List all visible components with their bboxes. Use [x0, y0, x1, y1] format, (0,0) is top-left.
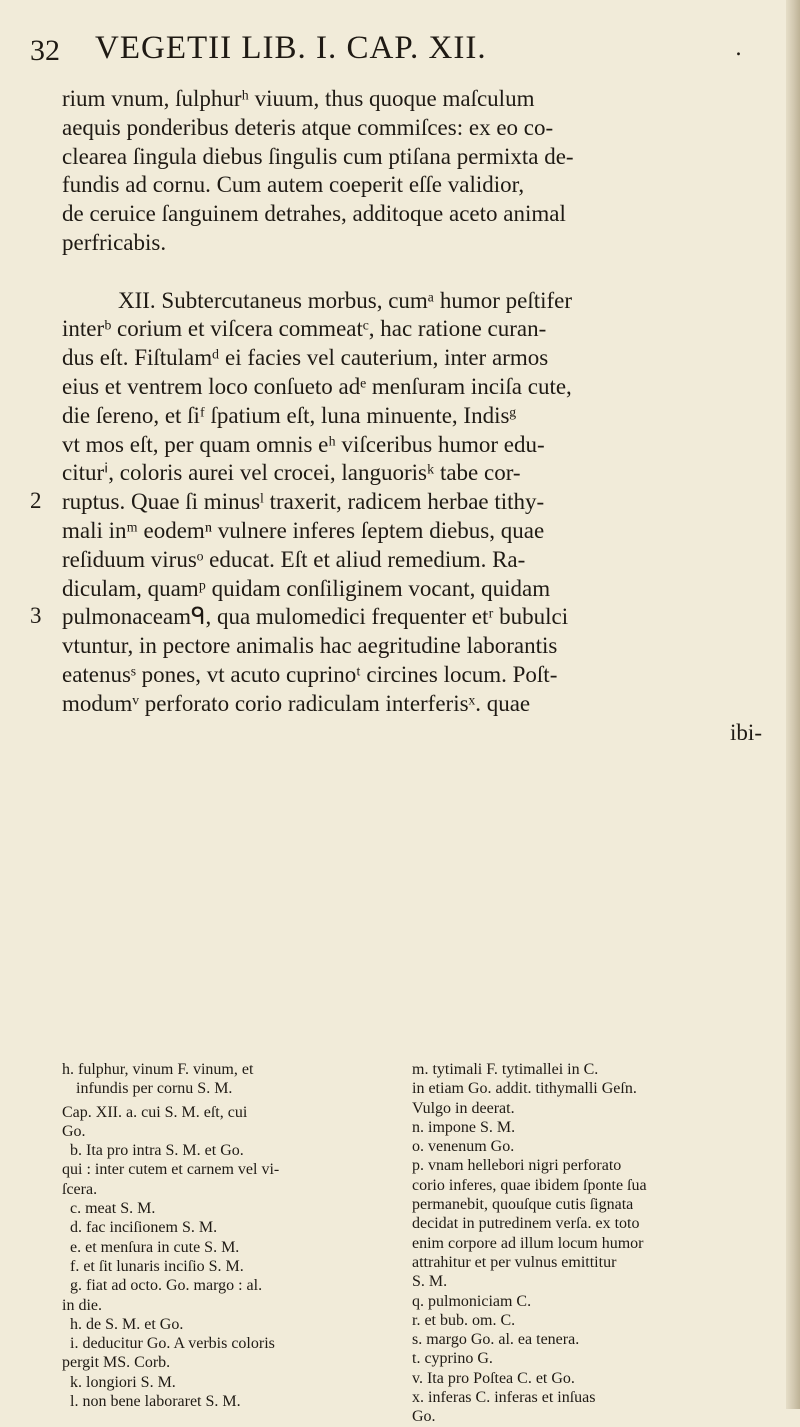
footnotes-left	[62, 1060, 407, 1411]
footnote: Go.	[412, 1408, 436, 1426]
page-number: 32	[30, 34, 60, 67]
text-line: XII. Subtercutaneus morbus, cumᵃ humor peſtifer	[118, 287, 573, 313]
text-line: ruptus. Quae ſi minusˡ traxerit, radicem herbae tithy-	[62, 489, 545, 515]
text-line: de ceruice ſanguinem detrahes, additoque aceto animal	[62, 201, 566, 227]
footnotes-right	[412, 1060, 772, 1427]
page-edge	[786, 0, 800, 1409]
footnote: l. non bene laboraret S. M.	[70, 1393, 241, 1411]
text-line: diculam, quamᵖ quidam conſiliginem vocant, quidam	[62, 575, 551, 601]
footnote: t. cyprino G.	[412, 1350, 493, 1368]
text-line: eius et ventrem loco conſueto adᵉ menſuram inciſa cute,	[62, 373, 572, 399]
footnote: pergit MS. Corb.	[62, 1354, 171, 1372]
footnote: corio inferes, quae ibidem ſponte ſua	[412, 1176, 647, 1194]
footnote: d. fac inciſionem S. M.	[70, 1219, 218, 1237]
footnote: m. tytimali F. tytimallei in C.	[412, 1061, 599, 1078]
main-text	[62, 85, 762, 747]
footnote: k. longiori S. M.	[70, 1373, 176, 1391]
text-line: fundis ad cornu. Cum autem coeperit eſſe validior,	[62, 172, 525, 198]
text-line: perfricabis.	[62, 229, 167, 255]
footnote: Cap. XII. a. cui S. M. eſt, cui	[62, 1103, 248, 1121]
footnote: g. fiat ad octo. Go. margo : al.	[70, 1277, 263, 1295]
text-line: mali inᵐ eodemⁿ vulnere inferes ſeptem diebus, quae	[62, 517, 545, 543]
footnote: s. margo Go. al. ea tenera.	[412, 1331, 580, 1349]
footnote: in etiam Go. addit. tithymalli Geſn.	[412, 1080, 637, 1098]
text-line: rium vnum, ſulphurʰ viuum, thus quoque maſculum	[62, 86, 535, 111]
text-line: die ſereno, et ſiᶠ ſpatium eſt, luna minuente, Indisᵍ	[62, 402, 517, 428]
text-line: clearea ſingula diebus ſingulis cum ptiſana permixta de-	[62, 143, 574, 169]
footnote: qui : inter cutem et carnem vel vi-	[62, 1161, 280, 1179]
text-line: pulmonaceamᑫ, qua mulomedici frequenter etʳ bubulci	[62, 604, 569, 630]
footnote: Vulgo in deerat.	[412, 1099, 515, 1117]
text-line: dus eſt. Fiſtulamᵈ ei facies vel cauterium, inter armos	[62, 345, 549, 371]
running-title: VEGETII LIB. I. CAP. XII.	[95, 30, 487, 66]
footnote: v. Ita pro Poſtea C. et Go.	[412, 1369, 575, 1387]
footnote: x. inferas C. inferas et inſuas	[412, 1389, 596, 1407]
text-line: vt mos eſt, per quam omnis eʰ viſceribus humor edu-	[62, 431, 545, 457]
footnote: enim corpore ad illum locum humor	[412, 1234, 644, 1252]
footnote: o. venenum Go.	[412, 1138, 515, 1156]
footnote: h. fulphur, vinum F. vinum, et	[62, 1061, 254, 1078]
margin-line-number: 3	[30, 603, 42, 628]
footnote: in die.	[62, 1296, 102, 1314]
paragraph-gap	[62, 258, 762, 287]
footnote: infundis per cornu S. M.	[76, 1080, 233, 1098]
text-line: vtuntur, in pectore animalis hac aegritudine laborantis	[62, 633, 558, 659]
text-line: modumᵛ perforato corio radiculam interferisˣ. quae	[62, 690, 531, 716]
footnote: i. deducitur Go. A verbis coloris	[70, 1335, 275, 1353]
footnote: q. pulmoniciam C.	[412, 1292, 532, 1310]
text-line: reſiduum virusᵒ educat. Eſt et aliud remedium. Ra-	[62, 546, 526, 572]
text-line: interᵇ corium et viſcera commeatᶜ, hac ratione curan-	[62, 316, 547, 342]
footnote: b. Ita pro intra S. M. et Go.	[70, 1142, 244, 1160]
text-line: aequis ponderibus deteris atque commiſces: ex eo co-	[62, 114, 554, 140]
text-line: eatenusˢ pones, vt acuto cuprinoᵗ circines locum. Poſt-	[62, 661, 558, 687]
footnote: Go.	[62, 1122, 86, 1140]
footnote: p. vnam hellebori nigri perforato	[412, 1157, 622, 1175]
catchword: ibi-	[730, 719, 762, 745]
footnote: r. et bub. om. C.	[412, 1311, 516, 1329]
footnote: h. de S. M. et Go.	[70, 1315, 184, 1333]
footnote: c. meat S. M.	[70, 1200, 156, 1218]
footnote: ſcera.	[62, 1180, 98, 1198]
footnote: e. et menſura in cute S. M.	[70, 1238, 240, 1256]
footnote: f. et ſit lunaris inciſio S. M.	[70, 1257, 244, 1275]
running-header	[0, 30, 780, 70]
footnote: n. impone S. M.	[412, 1118, 516, 1136]
footnote: attrahitur et per vulnus emittitur	[412, 1253, 617, 1271]
text-line: citurⁱ, coloris aurei vel crocei, languorisᵏ tabe cor-	[62, 460, 521, 486]
footnote: decidat in putredinem verſa. ex toto	[412, 1215, 640, 1233]
footnote: permanebit, quouſque cutis ſignata	[412, 1196, 634, 1214]
margin-line-number: 2	[30, 488, 42, 513]
footnote: S. M.	[412, 1273, 448, 1291]
header-mark: .	[735, 36, 742, 61]
